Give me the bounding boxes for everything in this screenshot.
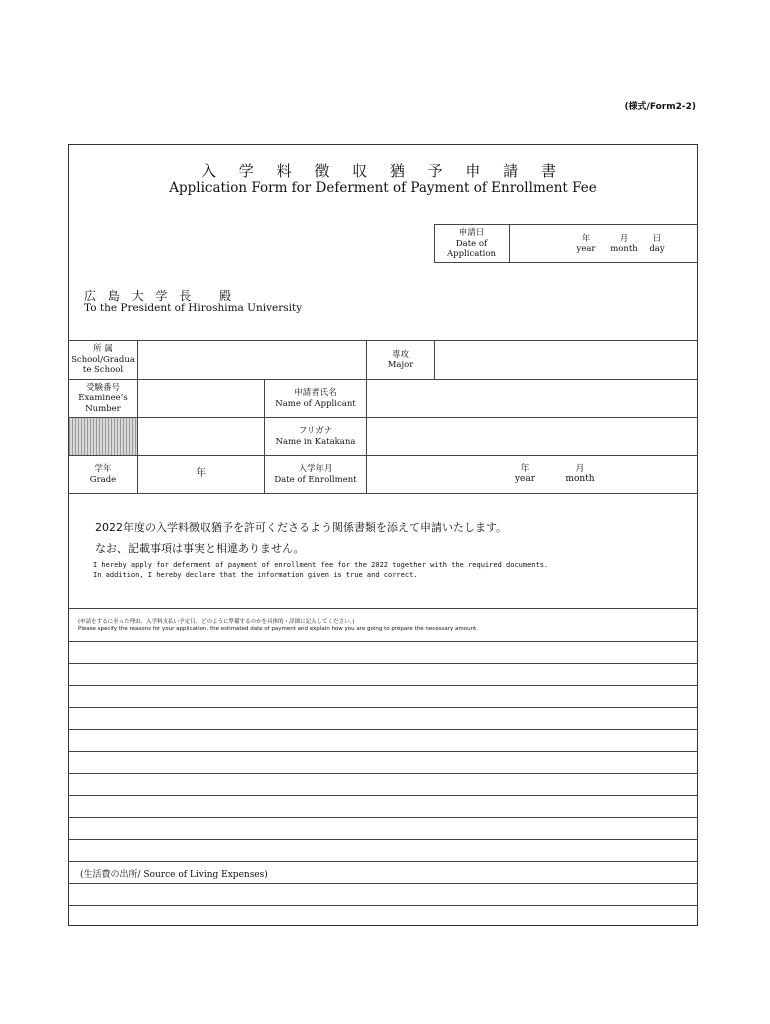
- examinee-label-en-1: Examinee’s: [78, 393, 128, 404]
- title-japanese: 入 学 料 徴 収 猶 予 申 請 書: [201, 162, 565, 180]
- declaration-en-2: In addition, I hereby declare that the information given is true and correct.: [93, 571, 418, 579]
- katakana-label-jp: フリガナ: [298, 426, 333, 436]
- addressee-japanese: 広 島 大 学 長 殿: [84, 289, 236, 303]
- application-day[interactable]: [647, 233, 667, 255]
- applicant-name-label-en: Name of Applicant: [275, 398, 356, 409]
- examinee-label: [69, 380, 137, 417]
- applicant-name-label: [265, 380, 366, 417]
- application-month[interactable]: [609, 233, 639, 255]
- katakana-label-en: Name in Katakana: [275, 436, 356, 447]
- grade-label: [69, 456, 137, 493]
- month-en: month: [610, 244, 638, 254]
- living-expenses-label: (生活費の出所/ Source of Living Expenses): [80, 870, 268, 880]
- hatched-cell: [69, 418, 137, 455]
- major-label-en: Major: [387, 360, 414, 370]
- date-label-en-2: Application: [446, 249, 496, 260]
- reasons-instruction-jp: (申請をするに至った理由、入学料支払い予定日、どのように準備するのかを具体的・詳細に記入してください。): [78, 619, 355, 625]
- addressee-english: To the President of Hiroshima University: [84, 302, 303, 314]
- katakana-field[interactable]: [367, 418, 697, 455]
- date-label-en-1: Date of: [455, 238, 488, 249]
- month-jp: 月: [619, 233, 629, 244]
- year-en: year: [576, 244, 596, 254]
- major-label-jp: 専攻: [391, 349, 409, 360]
- examinee-label-en-2: Number: [85, 403, 121, 414]
- title-english: Application Form for Deferment of Payment of Enrollment Fee: [169, 180, 597, 196]
- grade-unit: 年: [196, 468, 206, 480]
- school-label-en-2: te School: [82, 365, 124, 376]
- katakana-label: [265, 418, 366, 455]
- enrollment-label-en: Date of Enrollment: [274, 474, 357, 485]
- enroll-year-en: year: [514, 474, 536, 484]
- enroll-year-jp: 年: [520, 463, 530, 474]
- grade-field[interactable]: [138, 456, 264, 493]
- reasons-instruction-en: Please specify the reasons for your application, the estimated date of payment and explain how you are going to prepare the necessary amount.: [78, 626, 478, 632]
- grade-label-en: Grade: [89, 474, 117, 485]
- date-of-application-label: [434, 226, 509, 262]
- school-label: [69, 342, 137, 378]
- day-en: day: [649, 244, 665, 254]
- examinee-label-jp: 受験番号: [85, 382, 120, 393]
- examinee-number-field[interactable]: [138, 380, 264, 417]
- enrollment-label: [265, 456, 366, 493]
- date-label-jp: 申請日: [458, 228, 485, 239]
- enrollment-year[interactable]: [512, 460, 538, 488]
- school-label-jp: 所 属: [93, 344, 113, 355]
- application-year[interactable]: [576, 233, 596, 255]
- enrollment-month[interactable]: [563, 460, 597, 488]
- enroll-month-jp: 月: [575, 463, 585, 474]
- year-jp: 年: [581, 233, 591, 244]
- applicant-name-label-jp: 申請者氏名: [294, 388, 337, 398]
- grade-label-jp: 学年: [94, 464, 112, 474]
- living-expenses-field[interactable]: [69, 884, 697, 925]
- day-jp: 日: [652, 233, 662, 244]
- school-field[interactable]: [138, 341, 366, 379]
- major-field[interactable]: [435, 341, 697, 379]
- blank-cell: [138, 418, 264, 455]
- applicant-name-field[interactable]: [367, 380, 697, 417]
- major-label: [367, 342, 434, 378]
- enroll-month-en: month: [565, 474, 595, 484]
- declaration-jp-1: 2022年度の入学料徴収猶予を許可くださるよう関係書類を添えて申請いたします。: [95, 521, 508, 534]
- school-label-en-1: School/Gradua: [71, 354, 135, 365]
- enrollment-label-jp: 入学年月: [298, 464, 333, 474]
- declaration-jp-2: なお、記載事項は事実と相違ありません。: [95, 542, 305, 555]
- reasons-field[interactable]: [69, 642, 697, 861]
- form-code: (様式/Form2-2): [624, 102, 696, 112]
- declaration-en-1: I hereby apply for deferment of payment of enrollment fee for the 2022 together with the required documents.: [93, 561, 549, 569]
